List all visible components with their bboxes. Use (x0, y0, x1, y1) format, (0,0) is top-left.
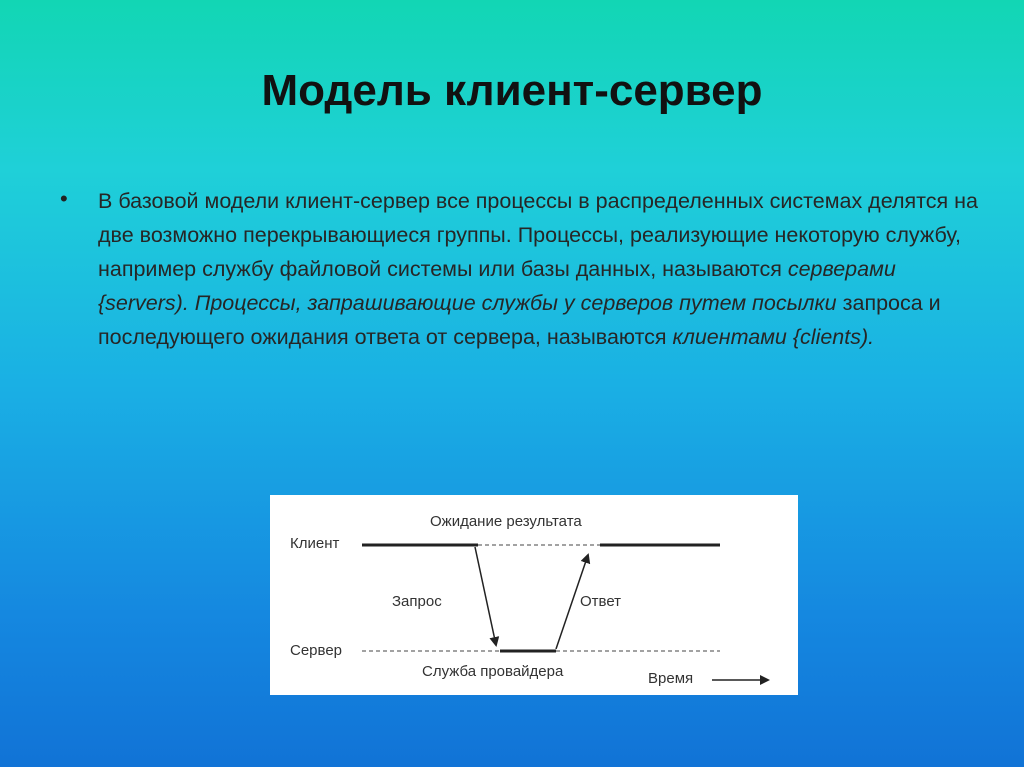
server-label: Сервер (290, 642, 343, 659)
request-label: Запрос (392, 593, 442, 610)
paragraph-italic-servers: серверами {servers). Процессы, запрашивающие службы у серверов путем посылки (98, 257, 896, 315)
paragraph-text-2: запроса и последующего ожидания ответа от сервера, называются (98, 291, 941, 349)
paragraph-text-1: В базовой модели клиент-сервер все процессы в распределенных системах делятся на две возможно перекрывающиеся группы. Процессы, реализующие некоторую службу, например службу файловой системы или базы данных, называются (98, 189, 978, 281)
paragraph-italic-clients: клиентами {clients). (672, 325, 875, 349)
response-label: Ответ (580, 593, 622, 610)
wait-result-label: Ожидание результата (430, 513, 582, 530)
body-paragraph (98, 184, 978, 354)
bullet-marker: • (60, 186, 68, 211)
client-server-diagram (270, 495, 798, 695)
time-label: Время (648, 670, 694, 687)
slide-title: Модель клиент-сервер (261, 66, 763, 115)
client-label: Клиент (290, 535, 340, 552)
provider-service-label: Служба провайдера (422, 663, 564, 680)
request-arrow (475, 547, 496, 645)
